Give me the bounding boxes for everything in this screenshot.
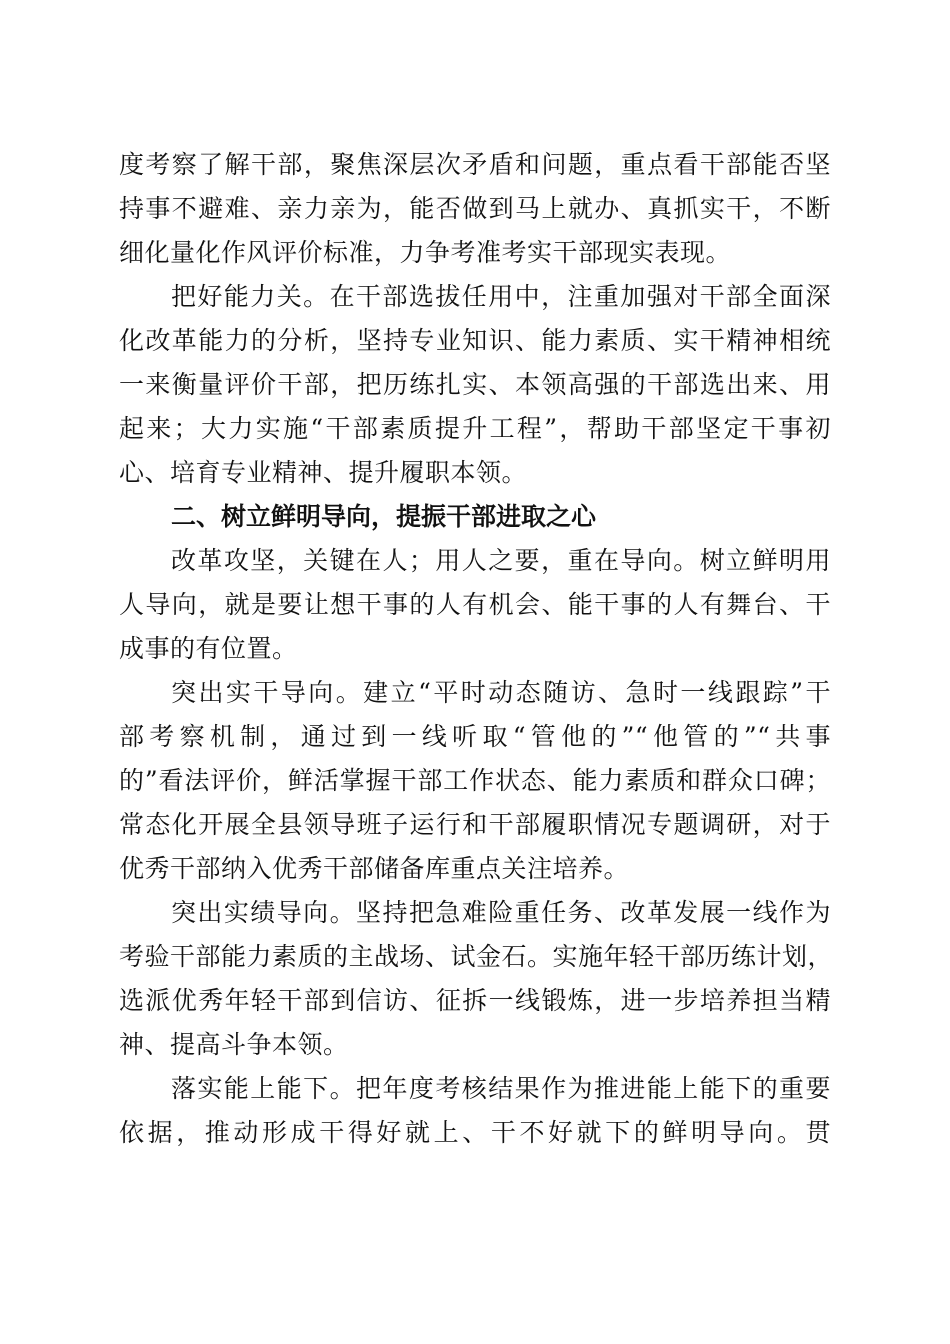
text-line: 的”看法评价，鲜活掌握干部工作状态、能力素质和群众口碑；	[119, 766, 831, 795]
text-line: 成事的有位置。	[119, 634, 298, 663]
text-line: 落实能上能下。把年度考核结果作为推进能上能下的重要	[171, 1074, 831, 1103]
text-line: 改革攻坚，关键在人；用人之要，重在导向。树立鲜明用	[171, 546, 831, 575]
text-line: 化改革能力的分析，坚持专业知识、能力素质、实干精神相统	[119, 326, 831, 355]
text-line: 持事不避难、亲力亲为，能否做到马上就办、真抓实干，不断	[119, 194, 831, 223]
text-line: 人导向，就是要让想干事的人有机会、能干事的人有舞台、干	[119, 590, 831, 619]
paragraph-continued	[119, 143, 831, 275]
paragraph-reform	[119, 539, 831, 671]
text-line: 突出实干导向。建立“平时动态随访、急时一线跟踪”干	[171, 678, 831, 707]
document-page	[119, 143, 834, 1155]
text-line: 度考察了解干部，聚焦深层次矛盾和问题，重点看干部能否坚	[119, 150, 831, 179]
text-line: 起来；大力实施“干部素质提升工程”，帮助干部坚定干事初	[119, 414, 831, 443]
text-line: 细化量化作风评价标准，力争考准考实干部现实表现。	[119, 238, 732, 267]
paragraph-up-down	[119, 1067, 831, 1155]
text-line: 常态化开展全县领导班子运行和干部履职情况专题调研，对于	[119, 810, 831, 839]
text-line: 心、培育专业精神、提升履职本领。	[119, 458, 528, 487]
paragraph-ability	[119, 275, 831, 495]
text-line: 依据，推动形成干得好就上、干不好就下的鲜明导向。贯	[119, 1118, 831, 1147]
paragraph-practical	[119, 671, 831, 891]
text-line: 把好能力关。在干部选拔任用中，注重加强对干部全面深	[171, 282, 831, 311]
text-line: 一来衡量评价干部，把历练扎实、本领高强的干部选出来、用	[119, 370, 831, 399]
text-line: 优秀干部纳入优秀干部储备库重点关注培养。	[119, 854, 630, 883]
text-line: 突出实绩导向。坚持把急难险重任务、改革发展一线作为	[171, 898, 831, 927]
paragraph-performance	[119, 891, 834, 1067]
text-line: 神、提高斗争本领。	[119, 1030, 349, 1059]
text-line: 选派优秀年轻干部到信访、征拆一线锻炼，进一步培养担当精	[119, 986, 831, 1015]
text-line: 部考察机制，通过到一线听取“管他的”“他管的”“共事	[119, 722, 831, 751]
section-heading: 二、树立鲜明导向，提振干部进取之心	[171, 502, 597, 531]
text-line: 考验干部能力素质的主战场、试金石。实施年轻干部历练计划，	[119, 942, 834, 971]
